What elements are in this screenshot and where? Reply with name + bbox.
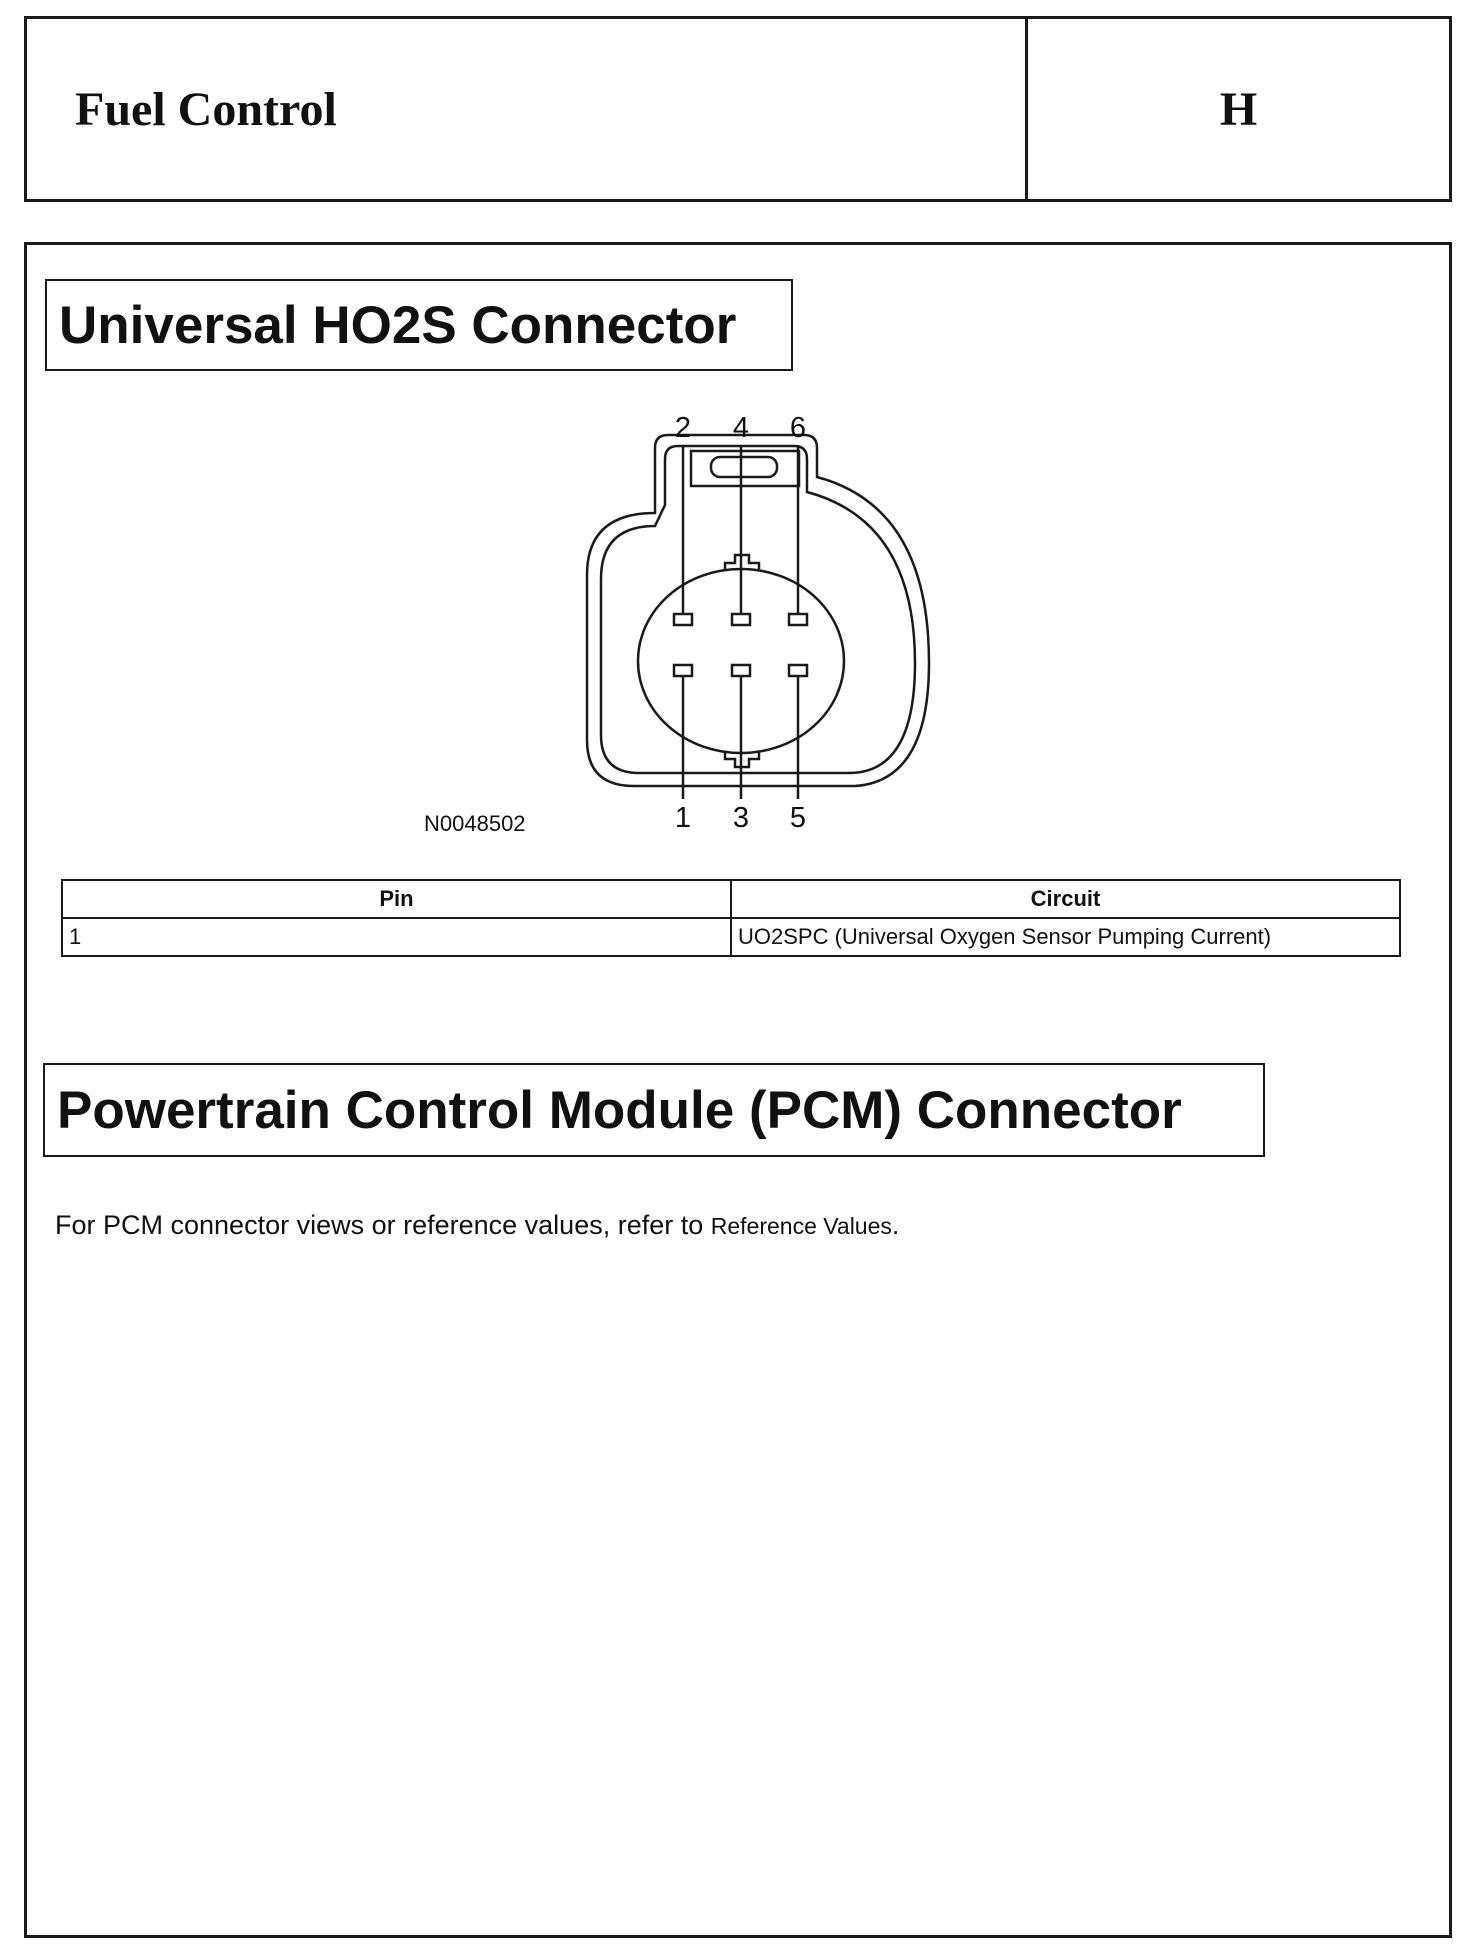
circuit-column-header: Circuit	[731, 880, 1400, 918]
table-header-row	[62, 880, 1400, 918]
ho2s-connector-diagram	[27, 245, 1449, 885]
page-header	[24, 16, 1452, 202]
reference-text-suffix: .	[891, 1210, 900, 1240]
pin-label-6: 6	[789, 412, 807, 444]
pin-label-4: 4	[732, 412, 750, 444]
pin-4-terminal	[732, 614, 750, 625]
figure-id: N0048502	[424, 811, 526, 836]
section-name: Fuel Control	[75, 82, 337, 136]
table-row	[62, 918, 1400, 956]
pin-label-3: 3	[732, 802, 750, 834]
pin-circuit-table	[61, 879, 1401, 957]
content-frame	[24, 242, 1452, 1938]
pin-column-header: Pin	[62, 880, 731, 918]
connector-housing-inner	[601, 446, 915, 773]
pin-label-1: 1	[674, 802, 692, 834]
circuit-cell: UO2SPC (Universal Oxygen Sensor Pumping Current)	[731, 918, 1400, 956]
pin-6-terminal	[789, 614, 807, 625]
pcm-connector-title: Powertrain Control Module (PCM) Connector	[43, 1063, 1265, 1157]
pin-3-terminal	[732, 665, 750, 676]
connector-housing-outer	[587, 435, 929, 786]
pin-1-terminal	[674, 665, 692, 676]
header-title-cell	[27, 19, 1028, 199]
connector-latch-slot	[711, 457, 777, 477]
reference-values-link[interactable]: Reference Values	[710, 1213, 892, 1239]
pcm-reference-text	[55, 1210, 899, 1241]
ho2s-connector-title: Universal HO2S Connector	[45, 279, 793, 371]
pin-5-terminal	[789, 665, 807, 676]
pin-label-2: 2	[674, 412, 692, 444]
pin-label-5: 5	[789, 802, 807, 834]
reference-text-prefix: For PCM connector views or reference values, refer to	[55, 1210, 711, 1240]
pin-2-terminal	[674, 614, 692, 625]
header-code-cell	[1028, 19, 1449, 199]
pin-cell: 1	[62, 918, 731, 956]
section-code: H	[1219, 82, 1258, 136]
